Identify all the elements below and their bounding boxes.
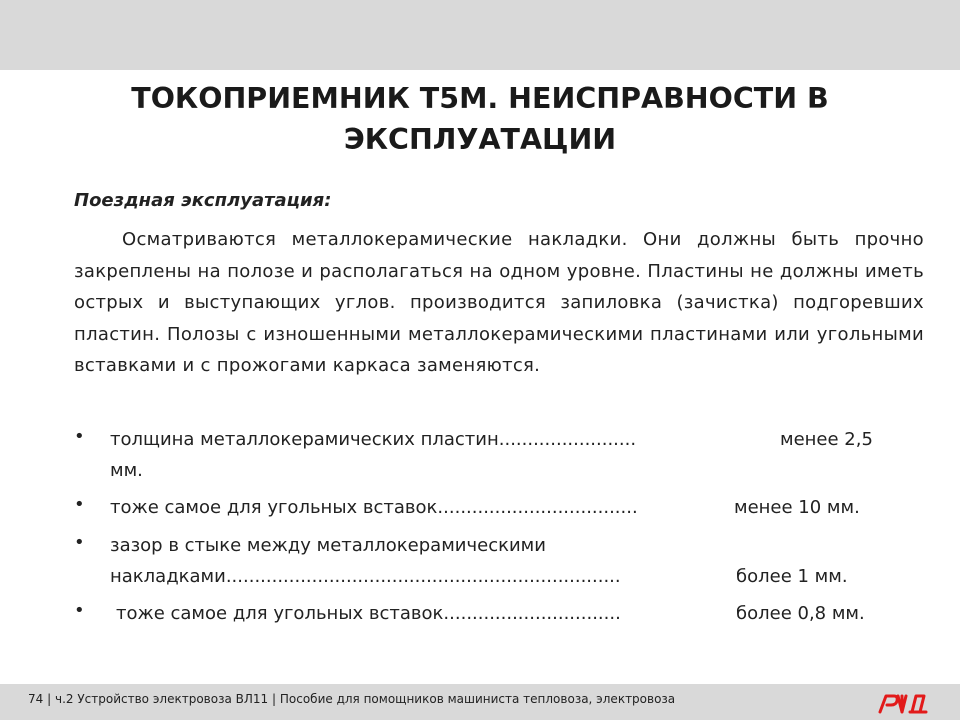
bullet-icon: •	[74, 426, 85, 447]
bullet-icon: •	[74, 600, 85, 621]
bullet-4-value: более 0,8 мм.	[736, 603, 865, 624]
bullet-icon: •	[74, 532, 85, 553]
bullet-3-text-cont: накладками.....................................................................	[110, 566, 621, 587]
slide-title: ТОКОПРИЕМНИК Т5М. НЕИСПРАВНОСТИ В ЭКСПЛУАТАЦИИ	[131, 82, 829, 156]
section-heading: Поездная эксплуатация:	[74, 190, 332, 211]
page-number: 74	[28, 692, 44, 706]
footer-series: Пособие для помощников машиниста тепловоза, электровоза	[279, 692, 676, 706]
footer-book: Устройство электровоза ВЛ11	[77, 692, 269, 706]
bullet-3-value: более 1 мм.	[736, 566, 848, 587]
footer-part: ч.2	[54, 692, 74, 706]
bullet-1-text-cont: мм.	[110, 460, 143, 481]
bullet-4-text: тоже самое для угольных вставок...............................	[116, 603, 621, 624]
rzd-logo	[876, 690, 934, 720]
bullet-1-value: менее 2,5	[780, 429, 873, 450]
bullet-2-text: тоже самое для угольных вставок...................................	[110, 497, 638, 518]
header-band	[0, 0, 960, 70]
body-paragraph: Осматриваются металлокерамические накладки. Они должны быть прочно закреплены на полозе и располагаться на одном уровне. Пластины не должны иметь острых и выступающих углов. производится запиловка (зачистка) подгоревших пластин. Полозы с изношенными металлокерамическими пластинами или угольными вставками и с прожогами каркаса заменяются.	[74, 229, 924, 377]
bullet-icon: •	[74, 494, 85, 515]
footer-text: 74 | ч.2 Устройство электровоза ВЛ11 | Пособие для помощников машиниста тепловоза, электровоза	[28, 692, 676, 706]
bullet-3-text: зазор в стыке между металлокерамическими	[110, 535, 546, 556]
bullet-1-text: толщина металлокерамических пластин........................	[110, 429, 637, 450]
bullet-2-value: менее 10 мм.	[734, 497, 860, 518]
